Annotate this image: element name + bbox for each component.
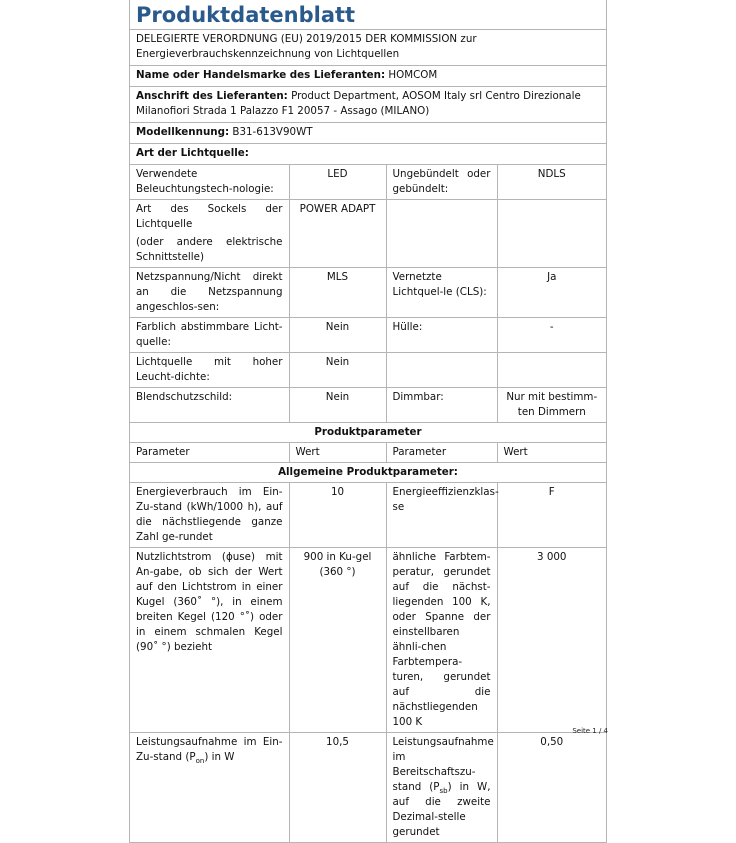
model-label: Modellkennung:	[136, 126, 230, 138]
param-value: 3 000	[497, 548, 606, 733]
param-label: Blendschutzschild:	[130, 388, 289, 423]
param-label: Ungebündelt oder gebündelt:	[386, 165, 497, 200]
page-title: Produktdatenblatt	[130, 0, 606, 30]
param-label: Verwendete Beleuchtungstech-nologie:	[130, 165, 289, 200]
param-label: Netzspannung/Nicht direkt an die Netzspannung angeschlos-sen:	[130, 268, 289, 318]
section-heading-row	[130, 423, 606, 443]
param-value: 0,50	[497, 733, 606, 843]
param-value: NDLS	[497, 165, 606, 200]
param-label: Vernetzte Lichtquel-le (CLS):	[386, 268, 497, 318]
param-value: MLS	[289, 268, 386, 318]
param-label: Farblich abstimmbare Licht-quelle:	[130, 318, 289, 353]
column-header-row	[130, 443, 606, 463]
param-value	[497, 353, 606, 388]
product-params-heading: Produktparameter	[130, 423, 606, 443]
param-value	[497, 200, 606, 268]
param-value: 10	[289, 483, 386, 548]
table-row	[130, 200, 606, 268]
param-label: Leistungsaufnahme im Ein-Zu-stand $(P_{on})$ in W	[130, 733, 289, 843]
param-value: F	[497, 483, 606, 548]
param-label: Energieverbrauch im Ein-Zu-stand (kWh/1000 h), auf die nächstliegende ganze Zahl ge-rundet	[130, 483, 289, 548]
table-row	[130, 733, 606, 843]
param-label: Lichtquelle mit hoher Leucht-dichte:	[130, 353, 289, 388]
param-value: POWER ADAPT	[289, 200, 386, 268]
model-value: B31-613V90WT	[232, 126, 313, 138]
table-row	[130, 548, 606, 733]
column-header: Wert	[289, 443, 386, 463]
column-header: Parameter	[130, 443, 289, 463]
datasheet-table	[130, 165, 606, 842]
param-value: Nein	[289, 388, 386, 423]
param-value: 900 in Ku-gel (360 °)	[289, 548, 386, 733]
param-label: Hülle:	[386, 318, 497, 353]
param-label-line: Art des Sockels der Lichtquelle	[136, 203, 283, 230]
table-row	[130, 483, 606, 548]
param-value: -	[497, 318, 606, 353]
param-value: Nein	[289, 353, 386, 388]
param-value: Nur mit bestimm-ten Dimmern	[497, 388, 606, 423]
param-value: LED	[289, 165, 386, 200]
param-value: 10,5	[289, 733, 386, 843]
param-label	[386, 200, 497, 268]
table-row	[130, 353, 606, 388]
light-source-type-heading: Art der Lichtquelle:	[130, 144, 606, 165]
model-row	[130, 123, 606, 144]
param-value: Nein	[289, 318, 386, 353]
param-label: Leistungsaufnahme im Bereitschaftszu-stand $(P_{sb})$ in W, auf die zweite Dezimal-stelle gerundet	[386, 733, 497, 843]
param-label	[386, 353, 497, 388]
table-row	[130, 268, 606, 318]
supplier-address-row	[130, 87, 606, 123]
param-label-line: (oder andere elektrische Schnittstelle)	[136, 236, 283, 263]
section-heading-row	[130, 463, 606, 483]
supplier-address-value: Product Department, AOSOM Italy srl Centro Direzionale Milanofiori Strada 1 Palazzo F1 20057 - Assago (MILANO)	[136, 90, 581, 117]
supplier-name-label: Name oder Handelsmarke des Lieferanten:	[136, 69, 386, 81]
param-label: Energieeffizienzklas-se	[386, 483, 497, 548]
datasheet	[129, 0, 607, 843]
param-value: Ja	[497, 268, 606, 318]
table-row	[130, 165, 606, 200]
param-label: Nutzlichtstrom (ϕuse) mit An-gabe, ob sich der Wert auf den Lichtstrom in einer Kugel (360˚ °), in einem breiten Kegel (120 °˚) oder in einem schmalen Kegel (90˚ °) bezieht	[130, 548, 289, 733]
supplier-name-row	[130, 66, 606, 87]
page-number: Seite 1 / 4	[572, 727, 608, 735]
supplier-name-value: HOMCOM	[388, 69, 438, 81]
param-label	[130, 200, 289, 268]
supplier-address-label: Anschrift des Lieferanten:	[136, 90, 288, 102]
column-header: Parameter	[386, 443, 497, 463]
table-row	[130, 388, 606, 423]
param-label: Dimmbar:	[386, 388, 497, 423]
general-params-heading: Allgemeine Produktparameter:	[130, 463, 606, 483]
param-label: ähnliche Farbtem-peratur, gerundet auf die nächst-liegenden 100 K, oder Spanne der einstellbaren ähnli-chen Farbtempera-turen, gerundet auf die nächstliegenden 100 K	[386, 548, 497, 733]
regulation-text: DELEGIERTE VERORDNUNG (EU) 2019/2015 DER KOMMISSION zur Energieverbrauchskennzeichnung von Lichtquellen	[130, 30, 606, 66]
column-header: Wert	[497, 443, 606, 463]
table-row	[130, 318, 606, 353]
